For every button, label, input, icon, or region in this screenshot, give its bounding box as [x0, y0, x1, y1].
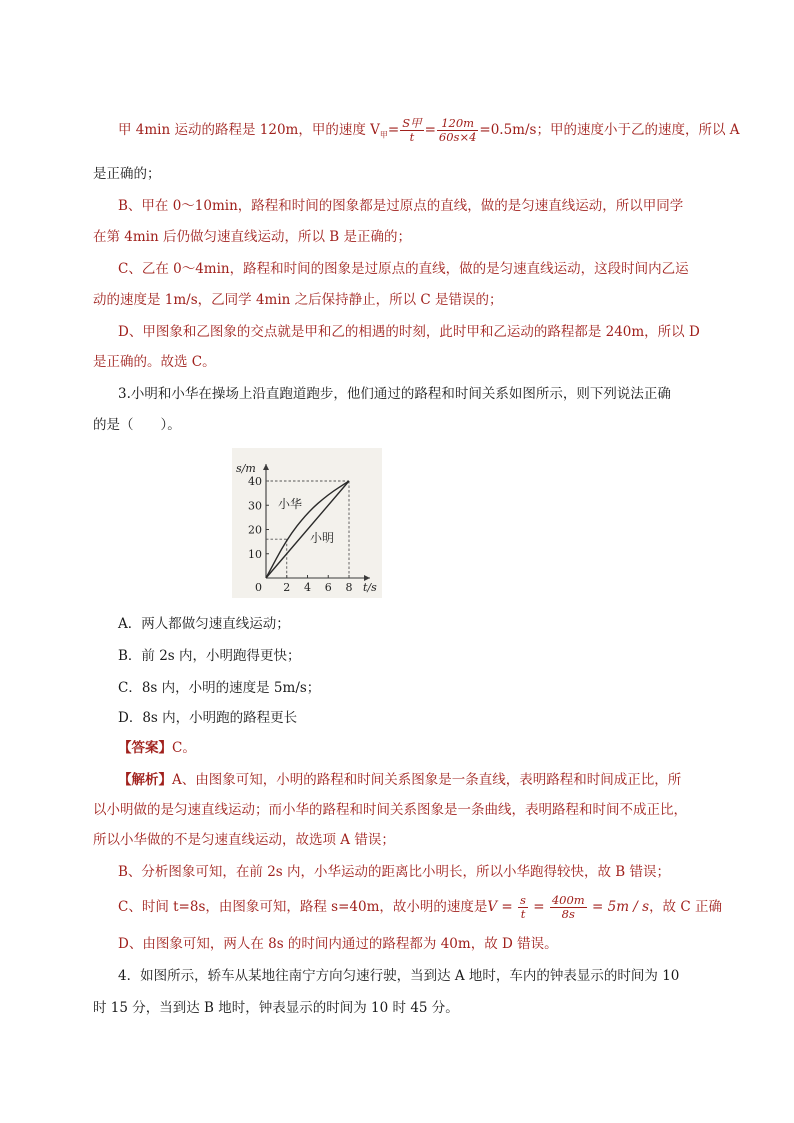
prev-a-frac1 [400, 117, 423, 144]
analysis-c-text1: C、时间 t=8s，由图象可知，路程 s=40m，故小明的速度是 [118, 899, 488, 915]
analysis-tag: 【解析】 [118, 772, 172, 788]
prev-a-text1: 甲 4min 运动的路程是 120m，甲的速度 V [118, 122, 380, 138]
prev-a-frac1-num: S甲 [402, 116, 422, 130]
prev-a-frac2-den: 60s×4 [438, 130, 477, 144]
analysis-a-line3: 所以小华做的不是匀速直线运动，故选项 A 错误； [93, 832, 395, 848]
q4-line1: 4．如图所示，轿车从某地往南宁方向匀速行驶，当到达 A 地时，车内的钟表显示的时间为 10 [118, 968, 680, 984]
y-tick-label-10: 10 [248, 547, 262, 561]
prev-b-line2: 在第 4min 后仍做匀速直线运动，所以 B 是正确的； [93, 229, 411, 245]
prev-a-eq2: = [424, 122, 436, 138]
prev-a-line2: 是正确的； [93, 166, 161, 182]
q3-stem-line2: 的是（ ）。 [93, 417, 181, 433]
analysis-a-line2: 以小明做的是匀速直线运动；而小华的路程和时间关系图象是一条曲线，表明路程和时间不成正比， [93, 802, 687, 818]
analysis-c-eq2: = [528, 899, 549, 915]
y-tick-label-40: 40 [248, 475, 262, 488]
analysis-c-frac2-num: 400m [551, 893, 585, 907]
analysis-c-frac1-num: s [520, 893, 526, 907]
prev-d-line1: D、甲图象和乙图象的交点就是甲和乙的相遇的时刻，此时甲和乙运动的路程都是 240m，所以 D [118, 324, 700, 340]
q4-line2: 时 15 分，当到达 B 地时，钟表显示的时间为 10 时 45 分。 [93, 1000, 459, 1016]
x-tick-label-8: 8 [345, 581, 353, 594]
analysis-c-eq: = [497, 899, 518, 915]
analysis-a-text1: A、由图象可知，小明的路程和时间关系图象是一条直线，表明路程和时间成正比，所 [172, 772, 682, 788]
answer-tag: 【答案】 [118, 740, 172, 756]
analysis-c-result: = 5m / s [587, 899, 650, 915]
q3-answer [118, 738, 196, 758]
series-label-xiaohua: 小华 [278, 497, 303, 511]
answer-value: C。 [172, 740, 196, 756]
series-label-xiaoming: 小明 [310, 531, 335, 545]
origin-label: 0 [255, 581, 262, 594]
q3-option-a: A．两人都做匀速直线运动； [118, 616, 290, 632]
prev-c-line1: C、乙在 0～4min，路程和时间的图象是过原点的直线，做的是匀速直线运动，这段时间内乙运 [118, 261, 689, 277]
x-tick-label-4: 4 [304, 581, 311, 594]
analysis-c-frac1-den: t [520, 907, 526, 921]
prev-b-line1: B、甲在 0～10min，路程和时间的图象都是过原点的直线，做的是匀速直线运动，所以甲同学 [118, 198, 684, 214]
x-tick-label-6: 6 [324, 581, 332, 594]
analysis-b: B、分析图象可知，在前 2s 内，小华运动的距离比小明长，所以小华跑得较快，故 B 错误； [118, 864, 671, 880]
prev-a-frac1-den: t [409, 130, 415, 144]
q3-option-b: B．前 2s 内，小明跑得更快； [118, 648, 301, 664]
prev-a-sub: 甲 [379, 130, 388, 140]
prev-c-line2: 动的速度是 1m/s，乙同学 4min 之后保持静止，所以 C 是错误的； [93, 292, 503, 308]
q3-stem-line1: 3.小明和小华在操场上沿直跑道跑步，他们通过的路程和时间关系如图所示，则下列说法正确 [118, 386, 671, 402]
x-tick-label-2: 2 [283, 581, 291, 594]
prev-d-line2: 是正确的。故选 C。 [93, 354, 216, 370]
prev-a-frac2-num: 120m [437, 117, 479, 131]
analysis-d: D、由图象可知，两人在 8s 的时间内通过的路程都为 40m，故 D 错误。 [118, 936, 558, 952]
y-tick-label-20: 20 [248, 523, 262, 537]
analysis-c [118, 892, 722, 922]
analysis-c-frac2 [550, 894, 587, 921]
q3-option-c: C．8s 内，小明的速度是 5m/s； [118, 680, 321, 696]
prev-a-eq: = [387, 122, 400, 138]
q3-option-d: D．8s 内，小明跑的路程更长 [118, 710, 298, 726]
y-tick-label-30: 30 [248, 499, 262, 513]
analysis-a-line1 [118, 770, 681, 790]
analysis-c-frac1 [518, 894, 528, 921]
analysis-c-v: V [487, 899, 498, 915]
analysis-c-frac2-den: 8s [561, 907, 575, 921]
prev-a-line1 [118, 116, 740, 150]
prev-a-text2: =0.5m/s；甲的速度小于乙的速度，所以 A [479, 122, 740, 138]
distance-time-chart [232, 448, 382, 598]
y-axis-label: s/m [236, 462, 256, 475]
prev-a-frac2 [437, 117, 479, 144]
x-axis-label: t/s [363, 581, 377, 594]
analysis-c-text3: ，故 C 正确 [649, 899, 722, 915]
